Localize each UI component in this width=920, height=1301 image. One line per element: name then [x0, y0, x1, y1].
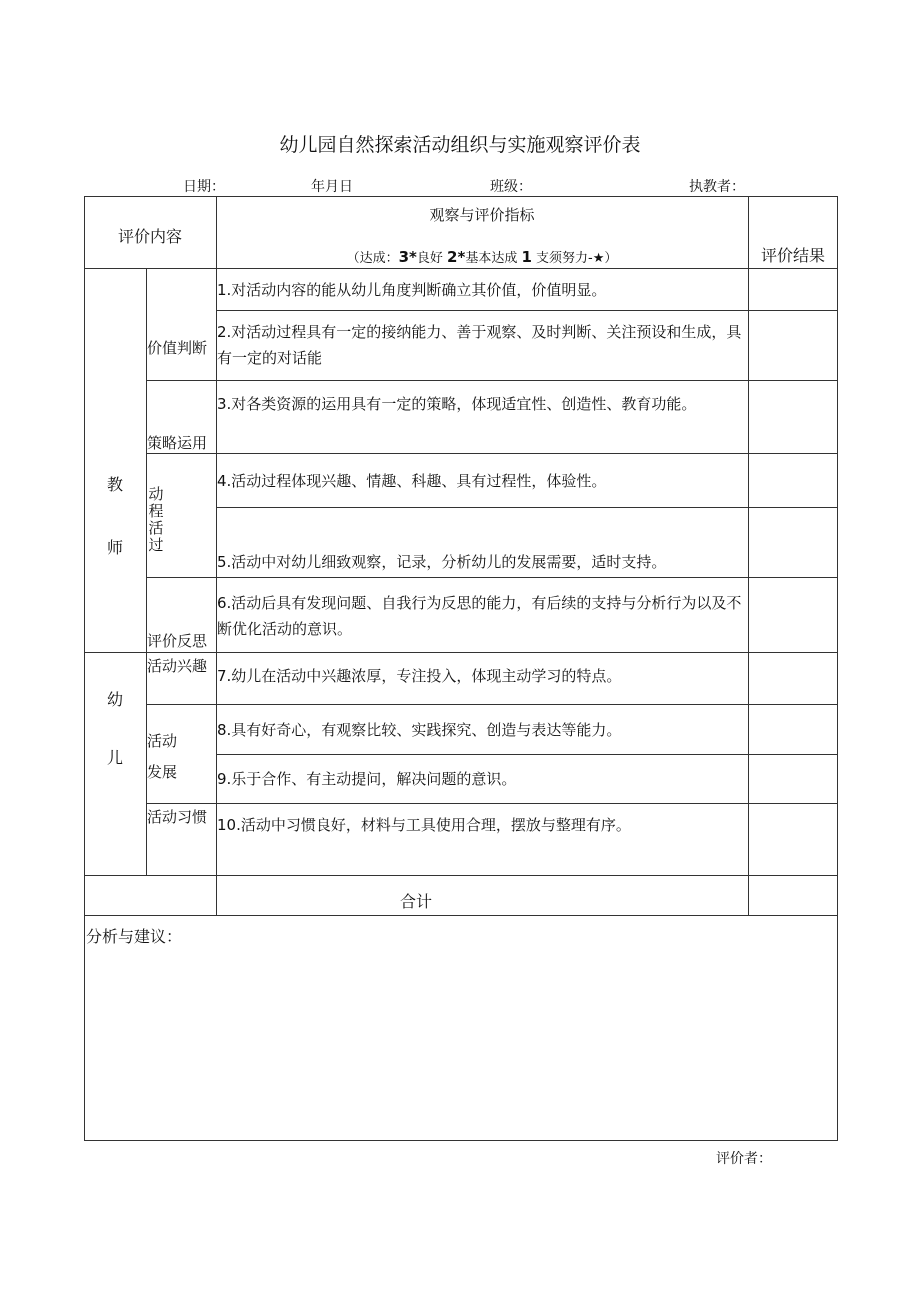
subcategory-value-judgment: 价值判断: [147, 339, 208, 357]
indicator-8: 8.具有好奇心，有观察比较、实践探究、创造与表达等能力。: [217, 721, 622, 739]
divider: [216, 507, 838, 508]
result-cell-3[interactable]: [749, 381, 837, 453]
indicator-4: 4.活动过程体现兴趣、情趣、科趣、具有过程性，体验性。: [217, 472, 607, 490]
result-cell-1[interactable]: [749, 269, 837, 310]
subcategory-process: 动 程 活 过: [148, 485, 164, 554]
indicator-2: 2.对活动过程具有一定的接纳能力、善于观察、及时判断、关注预设和生成，具有一定的对话能: [217, 323, 742, 367]
analysis-input-area[interactable]: [86, 950, 836, 1138]
result-cell-4[interactable]: [749, 454, 837, 507]
divider: [146, 268, 147, 875]
divider: [216, 310, 838, 311]
date-suffix: 年月日: [311, 179, 353, 195]
indicator-9: 9.乐于合作、有主动提问，解决问题的意识。: [217, 770, 517, 788]
divider: [84, 915, 838, 916]
indicator-5: 5.活动中对幼儿细致观察，记录，分析幼儿的发展需要，适时支持。: [217, 553, 667, 571]
analysis-label: 分析与建议：: [86, 927, 183, 946]
indicator-10: 10.活动中习惯良好，材料与工具使用合理，摆放与整理有序。: [217, 816, 631, 834]
group-child-2: 儿: [106, 748, 123, 767]
indicator-6: 6.活动后具有发现问题、自我行为反思的能力，有后续的支持与分析行为以及不断优化活动的意识。: [217, 594, 742, 638]
result-cell-6[interactable]: [749, 578, 837, 652]
subcategory-habits: 活动习惯: [147, 808, 208, 826]
divider: [84, 268, 838, 269]
header-indicator: 观察与评价指标: [429, 206, 535, 224]
group-teacher-1: 教: [106, 475, 123, 494]
total-result-cell[interactable]: [749, 876, 837, 915]
group-teacher-2: 师: [106, 538, 123, 557]
divider: [216, 754, 838, 755]
class-label: 班级：: [490, 179, 532, 195]
divider: [84, 875, 838, 876]
divider: [84, 652, 838, 653]
indicator-1: 1.对活动内容的能从幼儿角度判断确立其价值，价值明显。: [217, 281, 607, 299]
result-cell-5[interactable]: [749, 508, 837, 577]
divider: [146, 704, 838, 705]
rating-scale: （达成：3*良好 2*基本达成 1 支须努力-★）: [346, 248, 618, 266]
date-label: 日期：: [183, 179, 225, 195]
subcategory-development-1: 活动: [147, 732, 178, 750]
divider: [146, 380, 838, 381]
indicator-7: 7.幼儿在活动中兴趣浓厚，专注投入，体现主动学习的特点。: [217, 667, 622, 685]
result-cell-10[interactable]: [749, 804, 837, 875]
evaluator-label: 评价者：: [716, 1151, 772, 1167]
subcategory-development-2: 发展: [147, 763, 178, 781]
divider: [146, 577, 838, 578]
subcategory-reflection: 评价反思: [147, 632, 208, 650]
page-title: 幼儿园自然探索活动组织与实施观察评价表: [279, 134, 641, 156]
result-cell-2[interactable]: [749, 311, 837, 380]
divider: [146, 803, 838, 804]
teacher-label: 执教者：: [689, 179, 745, 195]
header-result: 评价结果: [760, 246, 825, 265]
result-cell-9[interactable]: [749, 755, 837, 803]
divider: [146, 453, 838, 454]
result-cell-7[interactable]: [749, 653, 837, 704]
subcategory-interest: 活动兴趣: [147, 657, 208, 675]
result-cell-8[interactable]: [749, 705, 837, 754]
total-label: 合计: [399, 892, 432, 911]
header-content: 评价内容: [117, 227, 182, 246]
subcategory-strategy: 策略运用: [147, 434, 208, 452]
indicator-3: 3.对各类资源的运用具有一定的策略，体现适宜性、创造性、教育功能。: [217, 395, 697, 413]
group-child-1: 幼: [106, 690, 123, 709]
